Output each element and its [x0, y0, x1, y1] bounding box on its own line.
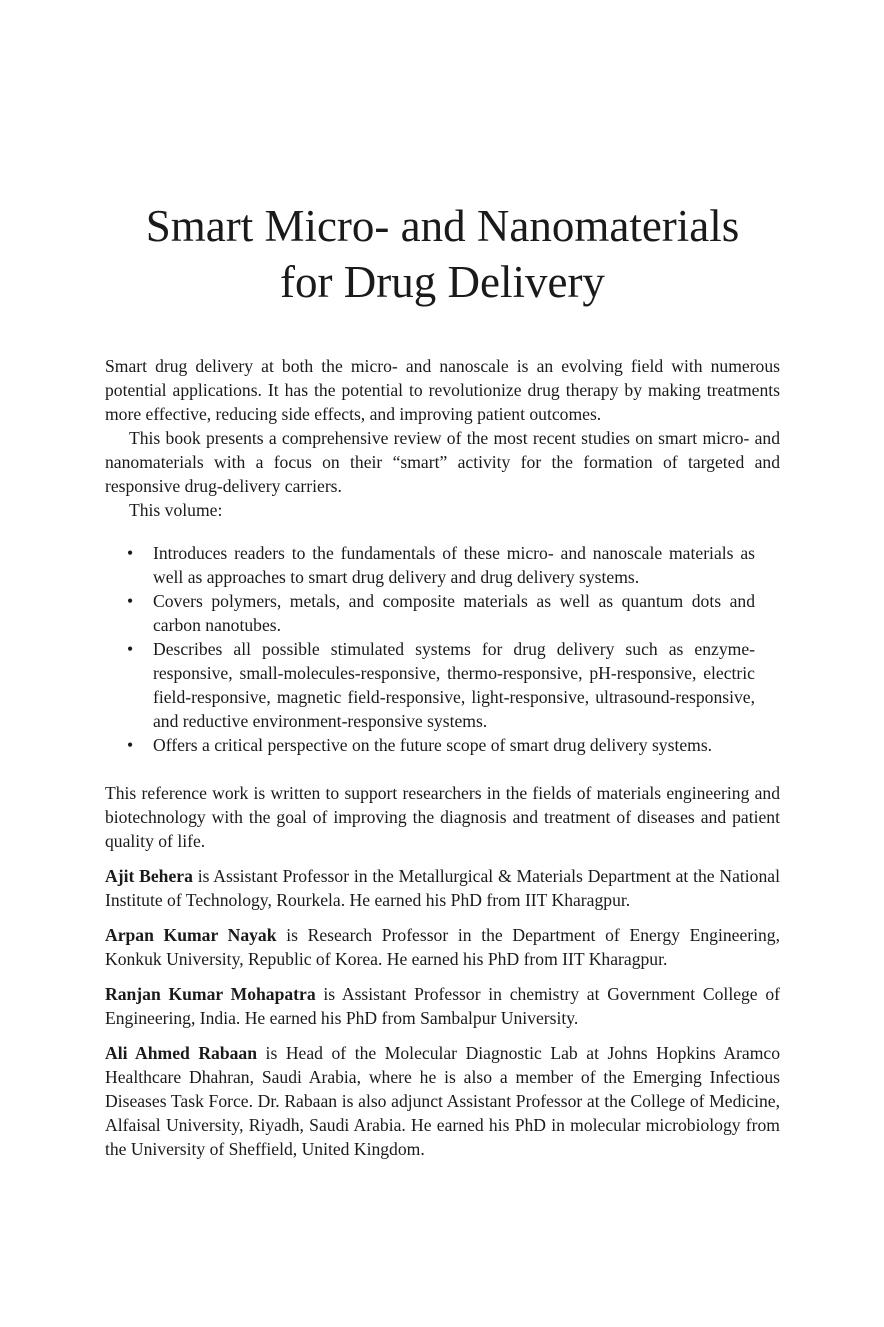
feature-list-item: [127, 733, 755, 757]
feature-list-item: [127, 541, 755, 589]
author-name: Arpan Kumar Nayak: [105, 925, 277, 945]
feature-text: Introduces readers to the fundamentals of these micro- and nanoscale materials as well as approaches to smart drug delivery and drug delivery systems.: [153, 543, 755, 587]
author-bio: [105, 864, 780, 912]
feature-text: Describes all possible stimulated systems for drug delivery such as enzyme-responsive, small-molecules-responsive, thermo-responsive, pH-responsive, electric field-responsive, magnetic field-responsive, light-responsive, ultrasound-responsive, and reductive environment-responsive systems.: [153, 639, 755, 731]
book-title-line-2: for Drug Delivery: [280, 257, 605, 307]
author-bio: [105, 923, 780, 971]
author-bio-text: is Research Professor in the Department of Energy Engineering, Konkuk University, Republic of Korea. He earned his PhD from IIT Kharagpur.: [105, 925, 780, 969]
feature-list-item: [127, 637, 755, 733]
author-name: Ranjan Kumar Mohapatra: [105, 984, 316, 1004]
author-bio-text: is Assistant Professor in the Metallurgical & Materials Department at the National Institute of Technology, Rourkela. He earned his PhD from IIT Kharagpur.: [105, 866, 780, 910]
author-bio: [105, 982, 780, 1030]
bullet-icon: •: [127, 639, 134, 659]
book-title: [105, 198, 780, 310]
feature-text: Covers polymers, metals, and composite materials as well as quantum dots and carbon nanotubes.: [153, 591, 755, 635]
feature-text: Offers a critical perspective on the future scope of smart drug delivery systems.: [153, 735, 713, 755]
author-bio: [105, 1041, 780, 1161]
bullet-icon: •: [127, 591, 134, 611]
feature-list-item: [127, 589, 755, 637]
author-bio-text: is Head of the Molecular Diagnostic Lab at Johns Hopkins Aramco Healthcare Dhahran, Saudi Arabia, where he is also a member of the Emerging Infectious Diseases Task Force. Dr. Rabaan is also adjunct Assistant Professor at the College of Medicine, Alfaisal University, Riyadh, Saudi Arabia. He earned his PhD in molecular microbiology from the University of Sheffield, United Kingdom.: [105, 1043, 780, 1159]
feature-list: [105, 541, 780, 757]
bullet-icon: •: [127, 543, 134, 563]
closing-paragraph: This reference work is written to support researchers in the fields of materials engineering and biotechnology with the goal of improving the diagnosis and treatment of diseases and patient quality of life.: [105, 783, 780, 851]
intro-paragraph-3: This volume:: [129, 500, 223, 520]
intro-paragraph-1: Smart drug delivery at both the micro- and nanoscale is an evolving field with numerous potential applications. It has the potential to revolutionize drug therapy by making treatments more effective, reducing side effects, and improving patient outcomes.: [105, 356, 780, 424]
intro-paragraph-2: This book presents a comprehensive review of the most recent studies on smart micro- and nanomaterials with a focus on their “smart” activity for the formation of targeted and responsive drug-delivery carriers.: [105, 428, 780, 496]
book-title-line-1: Smart Micro- and Nanomaterials: [145, 201, 740, 251]
bullet-icon: •: [127, 735, 134, 755]
description-body: [105, 354, 780, 1161]
author-bio-text: is Assistant Professor in chemistry at Government College of Engineering, India. He earned his PhD from Sambalpur University.: [105, 984, 780, 1028]
author-name: Ajit Behera: [105, 866, 193, 886]
author-name: Ali Ahmed Rabaan: [105, 1043, 258, 1063]
